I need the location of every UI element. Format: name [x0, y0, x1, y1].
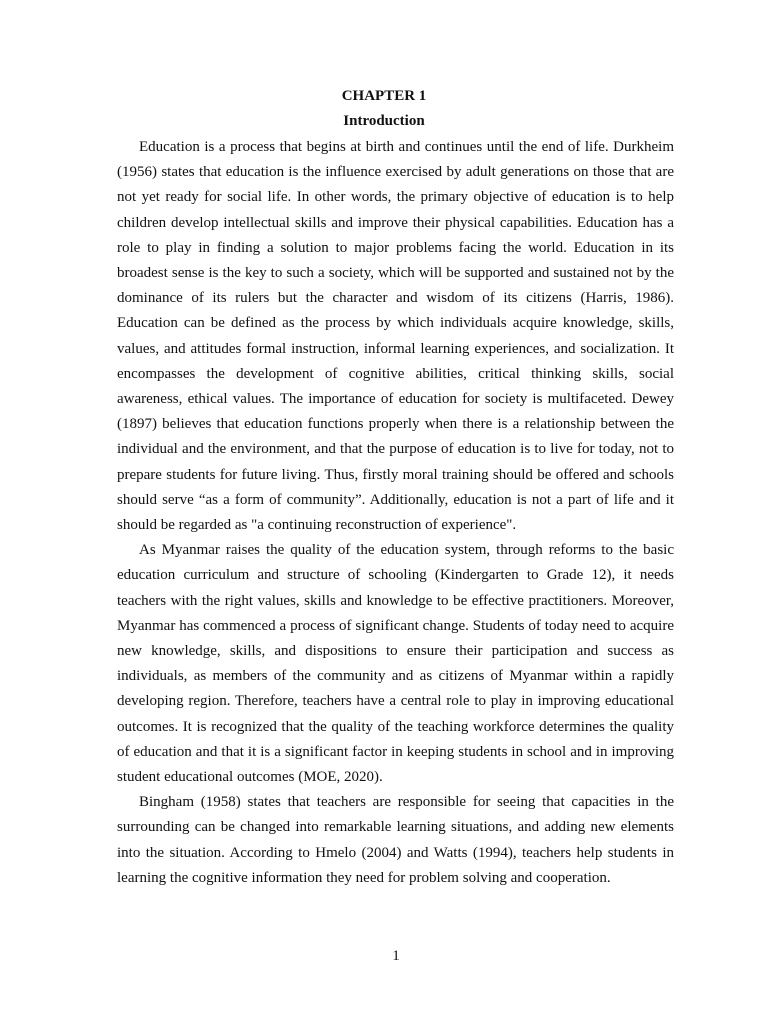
- paragraph: Bingham (1958) states that teachers are responsible for seeing that capacities in the surrounding can be changed into remarkable learning situations, and adding new elements into the situation. According to Hmelo (2004) and Watts (1994), teachers help students in learning the cognitive information they need for problem solving and cooperation.: [117, 794, 674, 886]
- paragraph: As Myanmar raises the quality of the education system, through reforms to the basic education curriculum and structure of schooling (Kindergarten to Grade 12), it needs teachers with the right values, skills and knowledge to be effective practitioners. Moreover, Myanmar has commenced a process of significant change. Students of today need to acquire new knowledge, skills, and dispositions to ensure their participation and success as individuals, as members of the community and as citizens of Myanmar within a rapidly developing region. Therefore, teachers have a central role to play in improving educational outcomes. It is recognized that the quality of the teaching workforce determines the quality of education and that it is a significant factor in keeping students in school and in improving student educational outcomes (MOE, 2020).: [117, 542, 674, 786]
- chapter-label: CHAPTER 1: [341, 88, 427, 104]
- paragraph: Education is a process that begins at birth and continues until the end of life. Durkheim (1956) states that education is the influence exercised by adult generations on those that are not yet ready for social life. In other words, the primary objective of education is to help children develop intellectual skills and improve their physical capabilities. Education has a role to play in finding a solution to major problems facing the world. Education in its broadest sense is the key to such a society, which will be supported and sustained not by the dominance of its rulers but the character and wisdom of its citizens (Harris, 1986). Education can be defined as the process by which individuals acquire knowledge, skills, values, and attitudes formal instruction, informal learning experiences, and socialization. It encompasses the development of cognitive abilities, critical thinking skills, social awareness, ethical values. The importance of education for society is multifaceted. Dewey (1897) believes that education functions properly when there is a relationship between the individual and the environment, and that the purpose of education is to live for today, not to prepare students for future living. Thus, firstly moral training should be offered and schools should serve “as a form of community”. Additionally, education is not a part of life and it should be regarded as "a continuing reconstruction of experience".: [117, 139, 674, 534]
- body-text: [117, 135, 674, 891]
- chapter-title: Introduction: [343, 113, 425, 129]
- page-number: 1: [392, 948, 400, 964]
